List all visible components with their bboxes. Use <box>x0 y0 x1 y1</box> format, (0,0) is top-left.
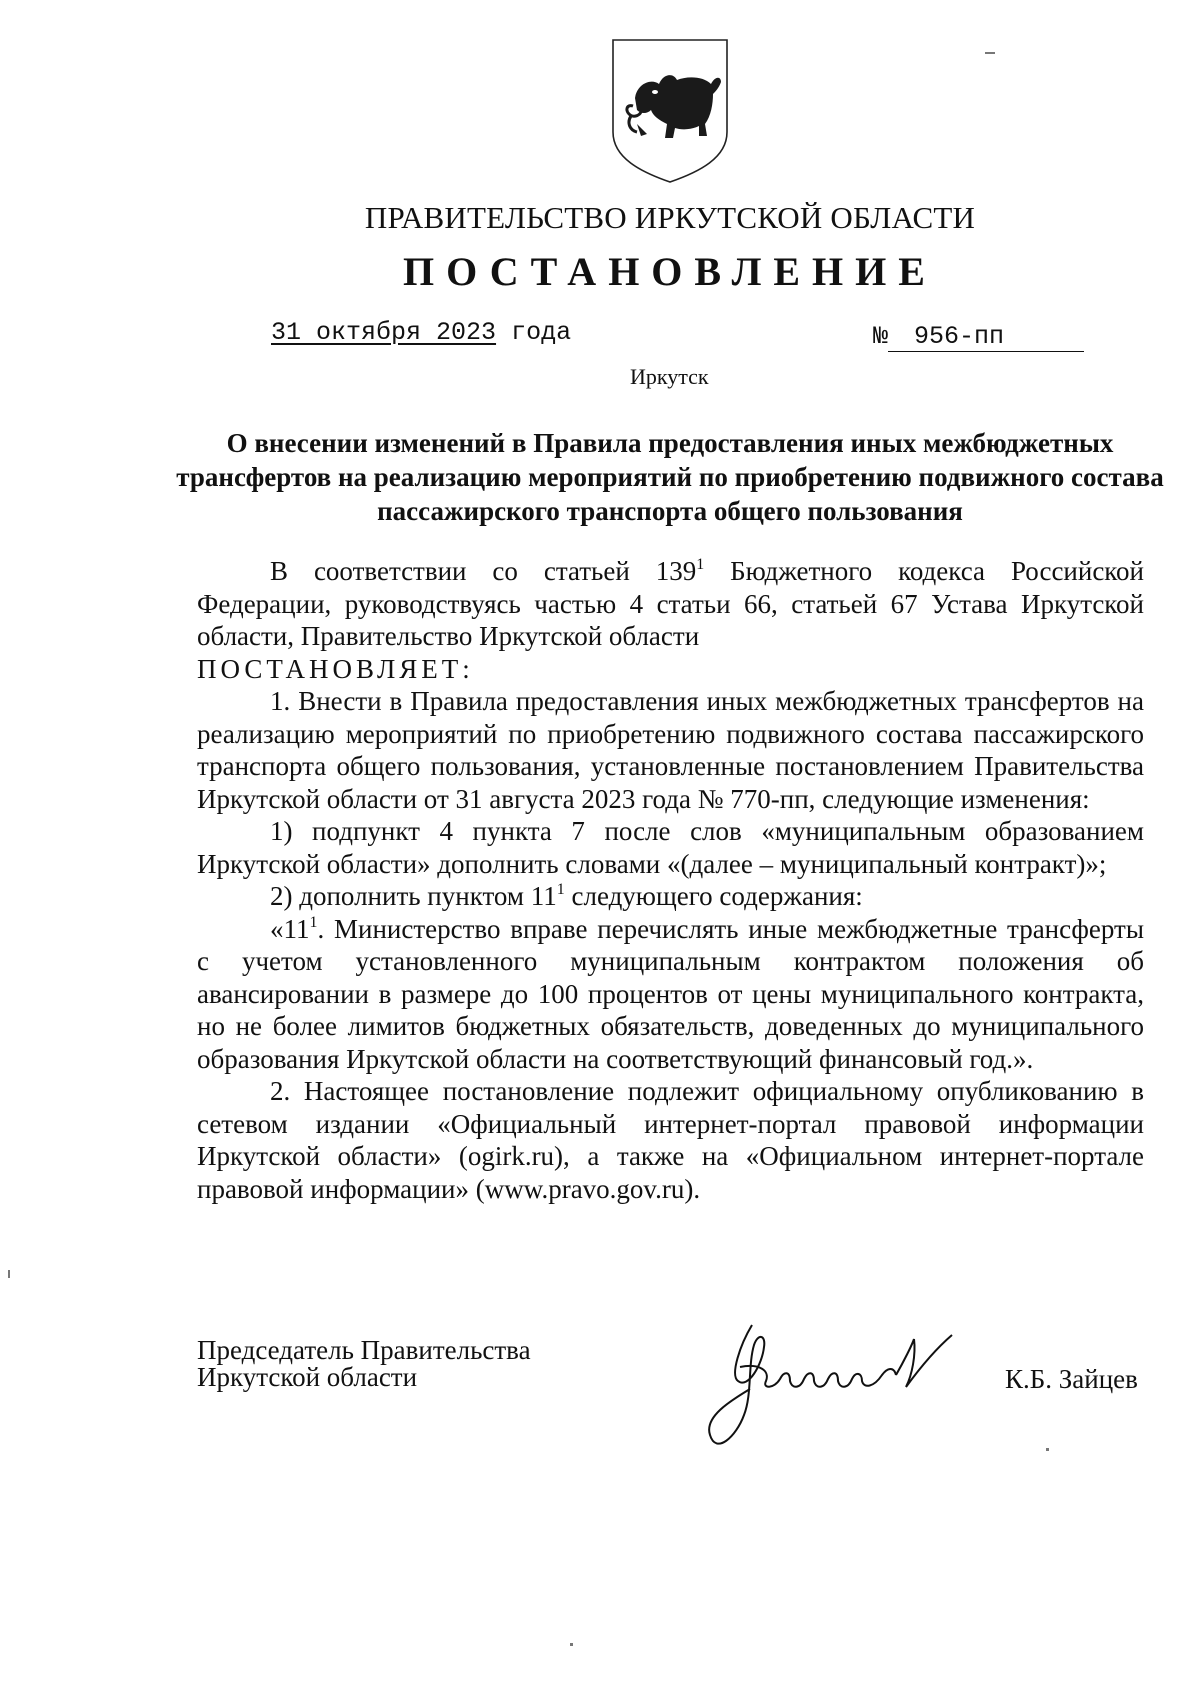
point-11-1-superscript: 1 <box>309 913 318 931</box>
item-1-paragraph: 1. Внести в Правила предоставления иных межбюджетных трансфертов на реализацию мероприятий по приобретению подвижного состава пассажирского транспорта общего пользования, установленные постановлением Правительства Иркутской области от 31 августа 2023 года № 770-пп, следующие изменения: <box>197 686 1144 814</box>
item-1-2-superscript: 1 <box>556 881 565 898</box>
item-1-2-text-end: следующего содержания: <box>564 881 863 911</box>
government-name: ПРАВИТЕЛЬСТВО ИРКУТСКОЙ ОБЛАСТИ <box>364 200 976 235</box>
scan-speck <box>570 1643 573 1646</box>
scan-speck <box>985 52 995 54</box>
decree-heading: О внесении изменений в Правила предоставления иных межбюджетных трансфертов на реализацию мероприятий по приобретению подвижного состава пассажирского транспорта общего пользования <box>176 428 1164 526</box>
irkutsk-coat-of-arms-icon <box>607 36 733 184</box>
decree-body <box>197 555 1144 1205</box>
signer-position <box>197 1337 531 1391</box>
preamble-paragraph <box>197 555 1144 653</box>
document-type-title: ПОСТАНОВЛЕНИЕ <box>403 249 937 294</box>
decree-number-value: 956-пп <box>888 322 1084 352</box>
decree-date-suffix: года <box>511 318 572 347</box>
scan-speck <box>1046 1448 1049 1451</box>
scan-speck <box>8 1270 10 1278</box>
decree-number <box>873 322 1084 352</box>
number-sign: № <box>873 322 889 351</box>
item-2-paragraph: 2. Настоящее постановление подлежит официальному опубликованию в сетевом издании «Официальный интернет-портал правовой информации Иркутской области» (ogirk.ru), а также на «Официальном интернет-портале правовой информации» (www.pravo.gov.ru). <box>197 1076 1144 1204</box>
decree-date <box>271 318 571 347</box>
handwritten-signature <box>700 1305 1000 1465</box>
item-1-2-paragraph <box>197 880 1144 913</box>
preamble-text-end: Бюджетного кодекса Российской Федерации, руководствуясь частью 4 статьи 66, статьей 67 Устава Иркутской области, Правительство Иркутской области <box>197 556 1145 651</box>
point-11-1-paragraph <box>197 913 1144 1076</box>
city-name: Иркутск <box>630 364 709 389</box>
point-11-1-text-end: . Министерство вправе перечислять иные межбюджетные трансферты с учетом установленного муниципальным контрактом положения об авансировании в размере до 100 процентов от цены муниципального контракта, но не более лимитов бюджетных обязательств, доведенных до муниципального образования Иркутской области на соответствующий финансовый год.». <box>197 913 1144 1074</box>
signer-position-line-2: Иркутской области <box>197 1362 418 1392</box>
item-1-2-text-start: 2) дополнить пунктом 11 <box>270 881 557 911</box>
point-11-1-text-start: «11 <box>270 913 310 944</box>
signer-position-line-1: Председатель Правительства <box>197 1335 531 1365</box>
signer-name: К.Б. Зайцев <box>1005 1364 1138 1394</box>
preamble-superscript: 1 <box>696 556 705 573</box>
item-1-1-paragraph: 1) подпункт 4 пункта 7 после слов «муниципальным образованием Иркутской области» дополнить словами «(далее – муниципальный контракт)»; <box>197 816 1144 879</box>
preamble-text-start: В соответствии со статьей 139 <box>270 556 697 586</box>
decree-date-value: 31 октября 2023 <box>271 318 497 347</box>
resolves-word: ПОСТАНОВЛЯЕТ: <box>197 653 474 684</box>
